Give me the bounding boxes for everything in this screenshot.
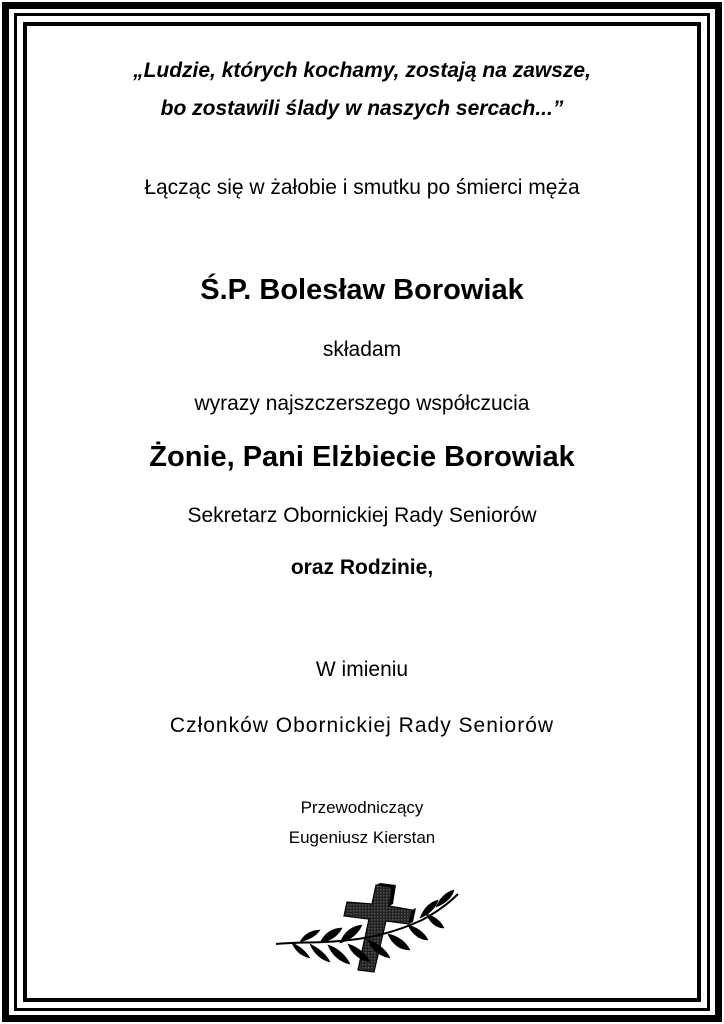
verb-text: składam bbox=[322, 338, 402, 361]
signatory-title: Przewodniczący bbox=[300, 798, 424, 817]
motto-line-2: bo zostawili ślady w naszych sercach...” bbox=[160, 97, 564, 120]
on-behalf-text: W imieniu bbox=[315, 658, 409, 681]
recipient-role: Sekretarz Obornickiej Rady Seniorów bbox=[187, 504, 537, 527]
condolences-text: wyrazy najszczerszego współczucia bbox=[194, 392, 530, 415]
motto-line-1: „Ludzie, których kochamy, zostają na zawsze, bbox=[133, 59, 591, 82]
signatory-name: Eugeniusz Kierstan bbox=[288, 828, 436, 847]
deceased-name: Ś.P. Bolesław Borowiak bbox=[200, 274, 524, 306]
organization-text: Członków Obornickiej Rady Seniorów bbox=[169, 714, 555, 737]
family-text: oraz Rodzinie, bbox=[290, 556, 434, 579]
cross-with-palm-branch-icon bbox=[272, 880, 462, 980]
intro-text: Łącząc się w żałobie i smutku po śmierci męża bbox=[144, 176, 580, 199]
recipient-name: Żonie, Pani Elżbiecie Borowiak bbox=[149, 441, 575, 473]
